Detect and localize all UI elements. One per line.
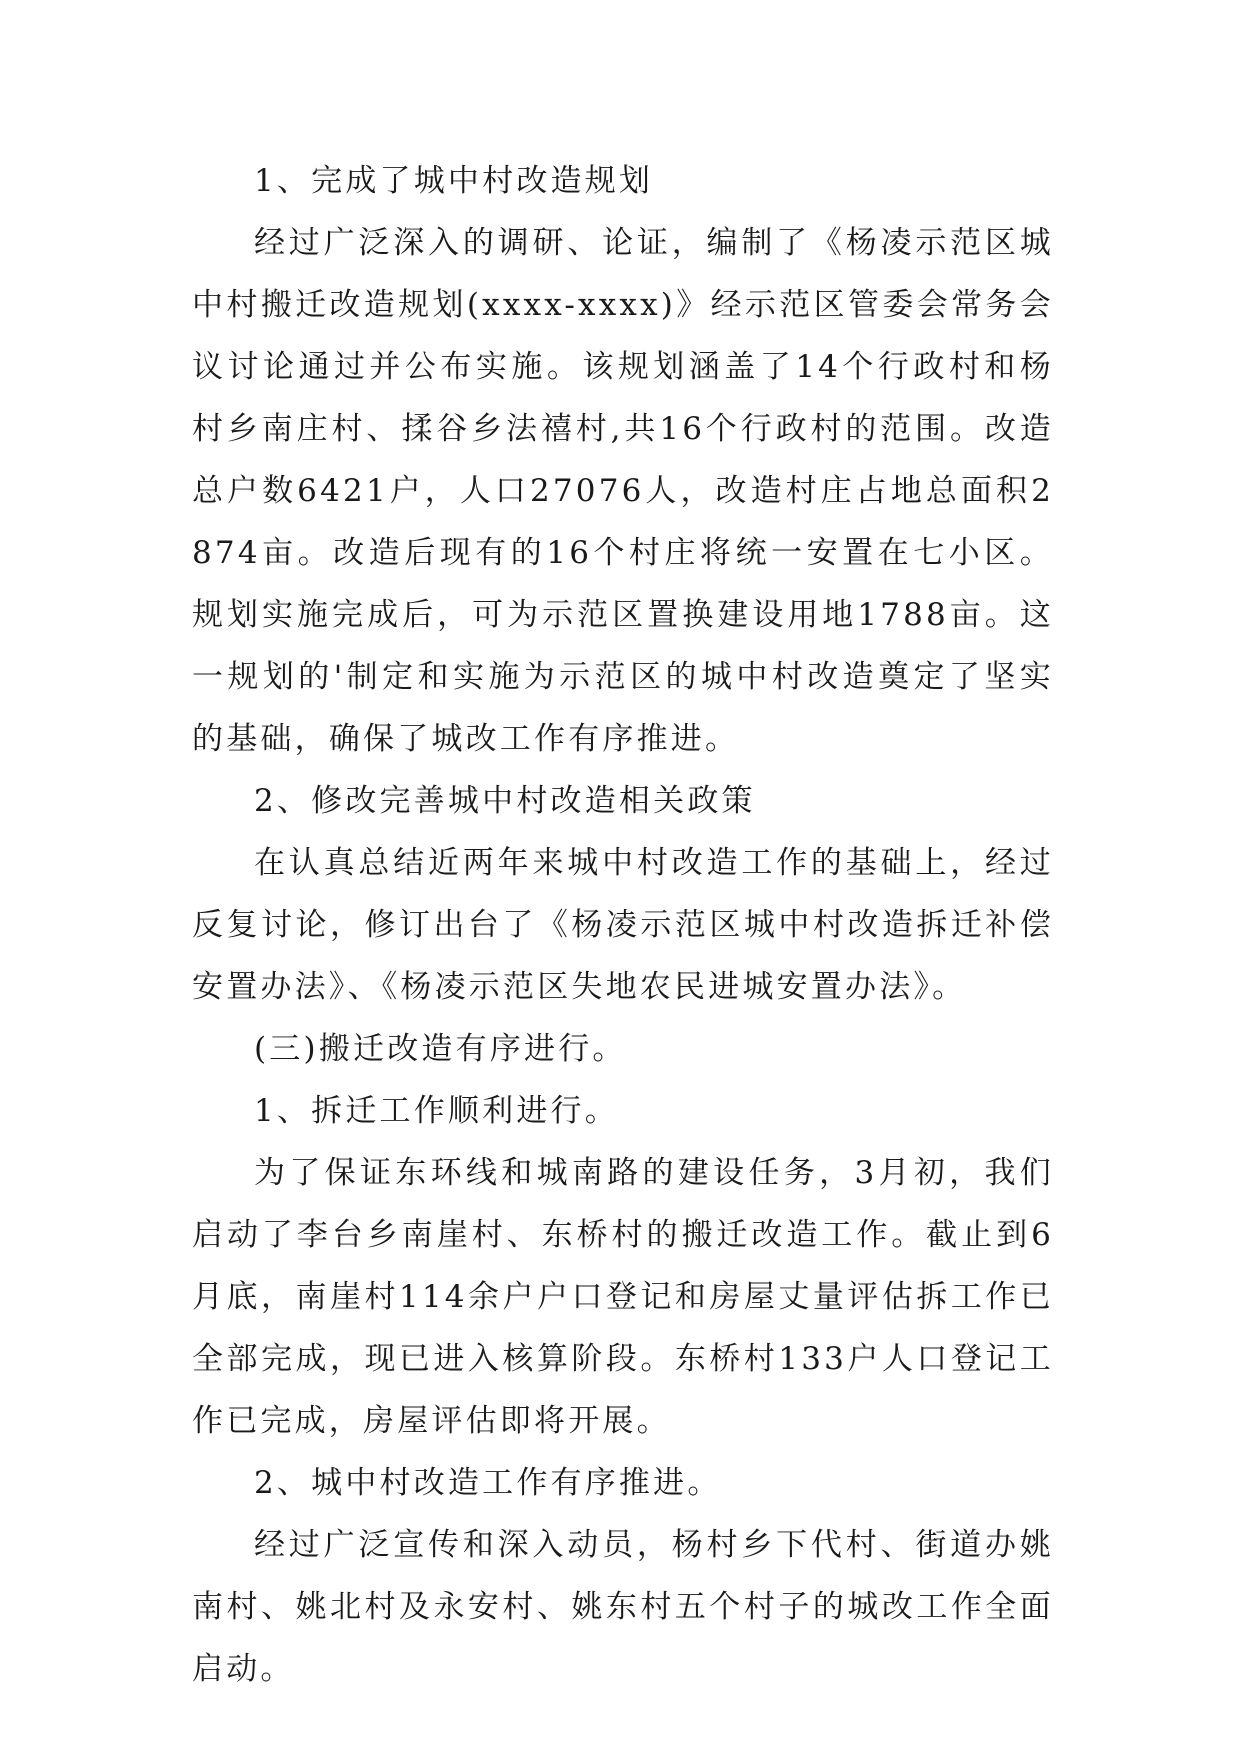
paragraph-renovation-details: 经过广泛宣传和深入动员，杨村乡下代村、街道办姚南村、姚北村及永安村、姚东村五个村子的城改工作全面启动。 xyxy=(192,1527,1054,1687)
heading-policy-revision: 2、修改完善城中村改造相关政策 xyxy=(254,783,756,819)
heading-renovation-progress: 2、城中村改造工作有序推进。 xyxy=(254,1465,722,1501)
section-heading-relocation: (三)搬迁改造有序进行。 xyxy=(254,1031,627,1067)
heading-demolition-progress: 1、拆迁工作顺利进行。 xyxy=(254,1093,619,1129)
document-body xyxy=(192,150,1054,1700)
paragraph-planning-details: 经过广泛深入的调研、论证，编制了《杨凌示范区城中村搬迁改造规划(xxxx-xxxx)》经示范区管委会常务会议讨论通过并公布实施。该规划涵盖了14个行政村和杨村乡南庄村、揉谷乡法禧村,共16个行政村的范围。改造总户数6421户，人口27076人，改造村庄占地总面积2874亩。改造后现有的16个村庄将统一安置在七小区。规划实施完成后，可为示范区置换建设用地1788亩。这一规划的'制定和实施为示范区的城中村改造奠定了坚实的基础，确保了城改工作有序推进。 xyxy=(192,225,1054,757)
paragraph-demolition-details: 为了保证东环线和城南路的建设任务，3月初，我们启动了李台乡南崖村、东桥村的搬迁改造工作。截止到6月底，南崖村114余户户口登记和房屋丈量评估拆工作已全部完成，现已进入核算阶段。东桥村133户人口登记工作已完成，房屋评估即将开展。 xyxy=(192,1155,1054,1439)
heading-planning-completed: 1、完成了城中村改造规划 xyxy=(254,163,654,199)
paragraph-policy-details: 在认真总结近两年来城中村改造工作的基础上，经过反复讨论，修订出台了《杨凌示范区城中村改造拆迁补偿安置办法》、《杨凌示范区失地农民进城安置办法》。 xyxy=(192,845,1054,1005)
